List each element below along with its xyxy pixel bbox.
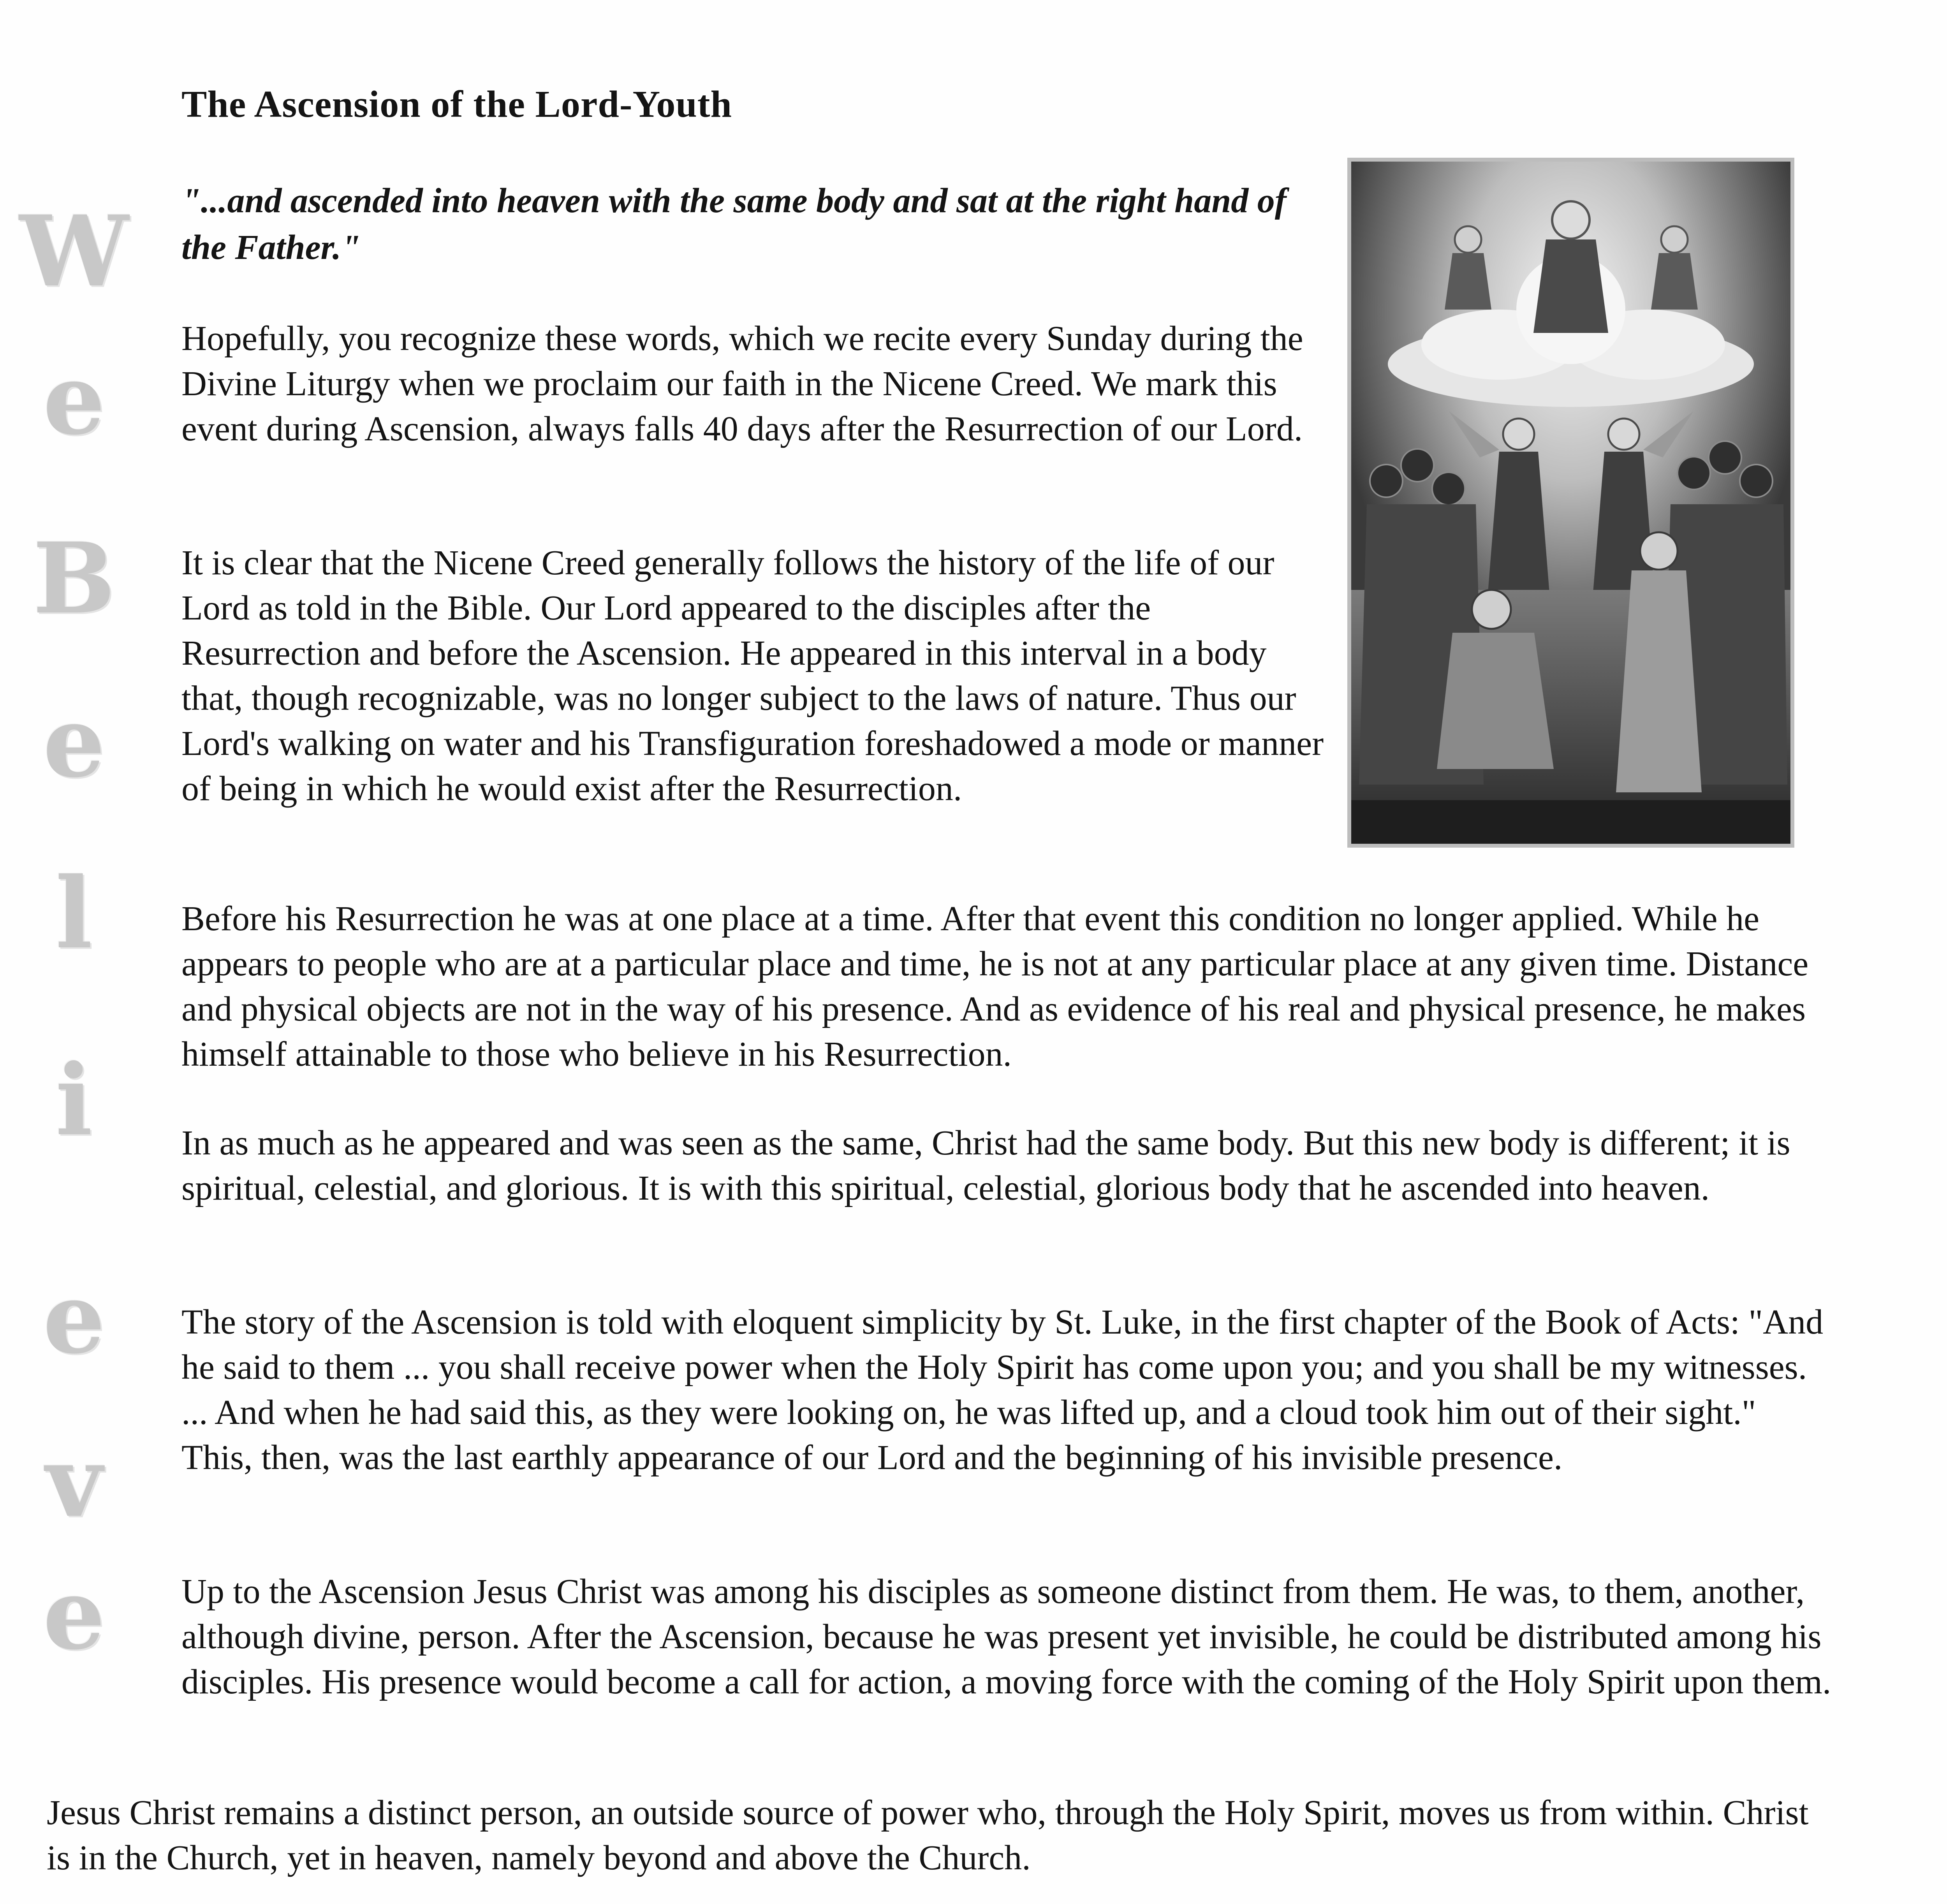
side-letter: v [46, 1424, 102, 1539]
paragraph-3: Before his Resurrection he was at one place at a time. After that event this condition no longer applied. While he appears to people who are at a particular place and time, he is not at any particular place at any given time. Distance and physical objects are not in the way of his presence. And as evidence of his real and physical presence, he makes himself attainable to those who believe in his Resurrection. [181, 899, 1809, 1073]
paragraph-6: Up to the Ascension Jesus Christ was among his disciples as someone distinct from them. He was, to them, another, although divine, person. After the Ascension, because he was present yet invisible, he could be distributed among his disciples. His presence would become a call for action, a moving force with the coming of the Holy Spirit upon them. [181, 1572, 1831, 1701]
side-letter: W [19, 194, 129, 308]
creed-quote: "...and ascended into heaven with the same body and sat at the right hand of the Father." [181, 181, 1287, 267]
side-letter: i [55, 1043, 93, 1157]
side-letter: e [43, 1261, 105, 1375]
side-letter: e [43, 685, 105, 799]
paragraph-7: Jesus Christ remains a distinct person, an outside source of power who, through the Holy Spirit, moves us from within. Christ is in the Church, yet in heaven, namely beyond and above the Church. [47, 1793, 1809, 1877]
page-title: The Ascension of the Lord-Youth [181, 83, 732, 125]
ascension-icon-image [1347, 158, 1794, 848]
paragraph-5: The story of the Ascension is told with eloquent simplicity by St. Luke, in the first chapter of the Book of Acts: "And he said to them ... you shall receive power when the Holy Spirit has come upon you; and you shall be my witnesses. ... And when he had said this, as they were looking on, he was lifted up, and a cloud took him out of their sight." This, then, was the last earthly appearance of our Lord and the beginning of his invisible presence. [181, 1303, 1824, 1477]
paragraph-1: Hopefully, you recognize these words, which we recite every Sunday during the Divine Liturgy when we proclaim our faith in the Nicene Creed. We mark this event during Ascension, always falls 40 days after the Resurrection of our Lord. [181, 319, 1303, 448]
side-letter: e [43, 1557, 105, 1671]
side-letter: e [43, 342, 105, 456]
paragraph-4: In as much as he appeared and was seen as the same, Christ had the same body. But this new body is different; it is spiritual, celestial, and glorious. It is with this spiritual, celestial, glorious body that he ascended into heaven. [181, 1124, 1790, 1207]
side-letter: l [55, 856, 93, 970]
side-word-we-believe [16, 194, 132, 1682]
side-letter: B [33, 521, 115, 635]
paragraph-2: It is clear that the Nicene Creed generally follows the history of the life of our Lord as told in the Bible. Our Lord appeared to the disciples after the Resurrection and before the Ascension. He appeared in this interval in a body that, though recognizable, was no longer subject to the laws of nature. Thus our Lord's walking on water and his Transfiguration foreshadowed a mode or manner of being in which he would exist after the Resurrection. [181, 544, 1324, 808]
